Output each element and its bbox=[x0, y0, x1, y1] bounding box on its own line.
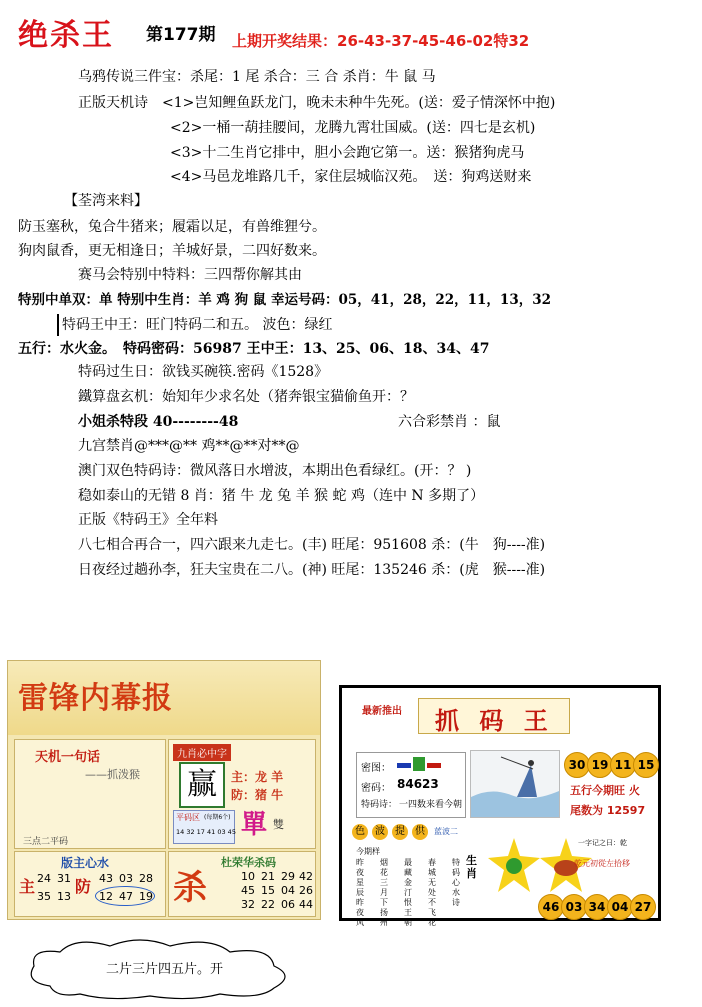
text-line: 乌鸦传说三件宝：杀尾：1 尾 杀合：三 合 杀肖：牛 鼠 马 bbox=[78, 69, 436, 85]
sha-number: 29 bbox=[281, 870, 295, 883]
text-line: <3>十二生肖它排中，胆小会跑它第一。送：猴猪狗虎马 bbox=[170, 145, 525, 161]
banzhu-box bbox=[14, 851, 166, 917]
mitu-icon bbox=[397, 757, 443, 773]
section-title: 版主心水 bbox=[61, 856, 110, 870]
sha-box bbox=[168, 851, 316, 917]
fang-number: 47 bbox=[119, 890, 133, 903]
circle-mark bbox=[95, 886, 155, 906]
text-line: <4>马邑龙堆路几千，家住层城临汉苑。 送：狗鸡送财来 bbox=[170, 169, 532, 185]
fang-number: 19 bbox=[139, 890, 153, 903]
cloud-text: 二片三片四五片。开 bbox=[106, 962, 224, 977]
text-line: 防玉塞秋，兔合牛猪来；履霜以足，有兽维狸兮。 bbox=[18, 219, 326, 235]
sha-number: 44 bbox=[299, 898, 313, 911]
sha-number: 15 bbox=[261, 884, 275, 897]
sha-number: 04 bbox=[281, 884, 295, 897]
zhuamawang-card bbox=[339, 685, 661, 927]
text-line: 小姐杀特段 40--------48 bbox=[78, 414, 239, 430]
wuxing-text: 五行今期旺 火 bbox=[570, 784, 640, 797]
text-line: 八七相合再合一，四六跟来九走七。(丰) 旺尾：951608 杀：(牛 狗----准) bbox=[78, 537, 546, 553]
label-badge: 色 bbox=[352, 824, 368, 840]
zone-label: 平码区 bbox=[176, 813, 200, 822]
number-ball: 27 bbox=[630, 894, 656, 920]
fang-number: 12 bbox=[99, 890, 113, 903]
mima-label: 密码： bbox=[361, 783, 391, 794]
number-ball: 19 bbox=[587, 752, 613, 778]
number-ball: 15 bbox=[633, 752, 659, 778]
snake-icon bbox=[486, 838, 542, 894]
sha-number: 22 bbox=[261, 898, 275, 911]
shuang-text: 雙 bbox=[273, 818, 284, 831]
number-ball: 46 bbox=[538, 894, 564, 920]
sha-number: 10 bbox=[241, 870, 255, 883]
fang-number: 28 bbox=[139, 872, 153, 885]
fang-number: 03 bbox=[119, 872, 133, 885]
number-ball: 04 bbox=[607, 894, 633, 920]
sha-number: 45 bbox=[241, 884, 255, 897]
sha-number: 42 bbox=[299, 870, 313, 883]
landscape-image bbox=[470, 750, 560, 818]
section-title: 天机一句话 bbox=[35, 750, 101, 765]
label-badge: 提 bbox=[392, 824, 408, 840]
sha-char: 杀 bbox=[173, 868, 207, 908]
text-line: 特别中单双：单 特别中生肖：羊 鸡 狗 鼠 幸运号码：05，41，28，22，11，13，32 bbox=[18, 292, 552, 308]
zhu-number: 24 bbox=[37, 872, 51, 885]
section-sub: ——抓泼猴 bbox=[85, 768, 140, 781]
zodiac-note: 特码心水诗 bbox=[452, 858, 460, 907]
zhu-label: 主 bbox=[19, 877, 36, 896]
zone-sub: (每期6个) bbox=[204, 814, 231, 821]
page-title: 绝杀王 bbox=[18, 18, 114, 53]
zhu-text: 主：龙 羊 bbox=[231, 770, 284, 784]
mima-panel bbox=[356, 752, 466, 818]
poem-column: 春城无处不飞花 bbox=[428, 858, 436, 927]
text-line: 赛马会特别中特料：三四帮你解其由 bbox=[78, 267, 302, 283]
sha-number: 06 bbox=[281, 898, 295, 911]
text-line: 稳如泰山的无错 8 肖：猪 牛 龙 兔 羊 猴 蛇 鸡（连中 N 多期了） bbox=[78, 488, 485, 504]
label-badge: 波 bbox=[372, 824, 388, 840]
mima-value: 84623 bbox=[397, 777, 439, 791]
weishu-text: 尾数为 12597 bbox=[570, 804, 646, 817]
text-line: 五行：水火金。 特码密码：56987 王中王：13、25、06、18、34、47 bbox=[18, 341, 490, 357]
divider bbox=[57, 314, 59, 336]
big-char: 赢 bbox=[179, 762, 225, 808]
qian-text: 乾元初從左拾移 bbox=[574, 859, 630, 868]
tianji-box bbox=[14, 739, 166, 849]
zone-numbers: 14 32 17 41 03 45 bbox=[176, 828, 236, 836]
cloud-callout bbox=[20, 936, 300, 1002]
section-title: 九肖必中字 bbox=[173, 744, 231, 761]
text-line: 九宫禁肖@***@** 鸡**@**对**@ bbox=[78, 438, 300, 454]
text-line: 澳门双色特码诗：微风落日水增波，本期出色看绿红。(开：？ ) bbox=[78, 463, 472, 479]
card-title: 抓 码 王 bbox=[435, 706, 554, 735]
number-ball: 11 bbox=[610, 752, 636, 778]
fisherman-icon bbox=[471, 751, 559, 817]
sha-number: 26 bbox=[299, 884, 313, 897]
fang-number: 43 bbox=[99, 872, 113, 885]
text-line: 正版天机诗 <1>岂知鲤鱼跃龙门，晚未未种牛先死。(送：爱子情深怀中抱) bbox=[78, 95, 556, 111]
poem-column: 烟花三月下扬州 bbox=[380, 858, 388, 927]
card-title: 雷锋内幕报 bbox=[18, 681, 173, 716]
line-text: 三点二平码 bbox=[23, 837, 69, 847]
label-extra: 蓝波二 bbox=[434, 827, 458, 836]
text-line: <2>一桶一葫挂腰间，龙腾九霄壮国威。(送：四七是玄机) bbox=[170, 120, 536, 136]
title-box bbox=[418, 698, 570, 734]
text-line: 正版《特码王》全年料 bbox=[78, 512, 218, 528]
leifeng-card bbox=[7, 660, 321, 920]
fang-text: 防：猪 牛 bbox=[231, 788, 284, 802]
poem-column: 最藏金汀恨王朝 bbox=[404, 858, 412, 927]
poem-column: 昨夜星辰昨夜风 bbox=[356, 858, 364, 927]
text-line: 特码过生日：欲钱买碗筷.密码《1528》 bbox=[78, 364, 329, 380]
fang-label: 防 bbox=[75, 877, 92, 896]
text-line: 狗肉鼠香，更无相逢日；羊城好景，二四好数来。 bbox=[18, 243, 326, 259]
poem-label: 今期样 bbox=[356, 847, 380, 856]
sha-number: 21 bbox=[261, 870, 275, 883]
section-title: 杜荣华杀码 bbox=[221, 856, 276, 869]
pingma-zone bbox=[173, 810, 235, 844]
text-line: 日夜经过趟孙李，狂夫宝贵在二八。(神) 旺尾：135246 杀：(虎 猴----准) bbox=[78, 562, 546, 578]
shengxiao-label: 生肖 bbox=[466, 854, 477, 880]
card-header bbox=[8, 661, 320, 735]
zhu-number: 31 bbox=[57, 872, 71, 885]
number-ball: 03 bbox=[561, 894, 587, 920]
sha-number: 32 bbox=[241, 898, 255, 911]
text-line: 【荃湾来料】 bbox=[64, 193, 148, 209]
zhu-number: 13 bbox=[57, 890, 71, 903]
tema-value: 一四数来看今朝 bbox=[399, 800, 463, 810]
text-line: 鐵算盘玄机：始知年少求名处（猪奔银宝猫偷鱼开：？ bbox=[78, 389, 414, 405]
tema-label: 特码诗： bbox=[361, 800, 398, 810]
number-ball: 34 bbox=[584, 894, 610, 920]
yizi-text: 一字记之曰：乾 bbox=[578, 839, 627, 847]
zhu-number: 35 bbox=[37, 890, 51, 903]
text-line: 特码王中王：旺门特码二和五。 波色：绿红 bbox=[62, 317, 333, 333]
card-tag: 最新推出 bbox=[362, 706, 402, 717]
issue-number: 第177期 bbox=[146, 25, 216, 45]
text-line: 六合彩禁肖 ：鼠 bbox=[398, 414, 501, 430]
number-ball: 30 bbox=[564, 752, 590, 778]
label-badge: 供 bbox=[412, 824, 428, 840]
jiuxiao-box bbox=[168, 739, 316, 849]
dan-text: 單 bbox=[241, 810, 268, 840]
last-result: 上期开奖结果：26-43-37-45-46-02特32 bbox=[232, 32, 530, 50]
mitu-label: 密图： bbox=[361, 763, 391, 774]
